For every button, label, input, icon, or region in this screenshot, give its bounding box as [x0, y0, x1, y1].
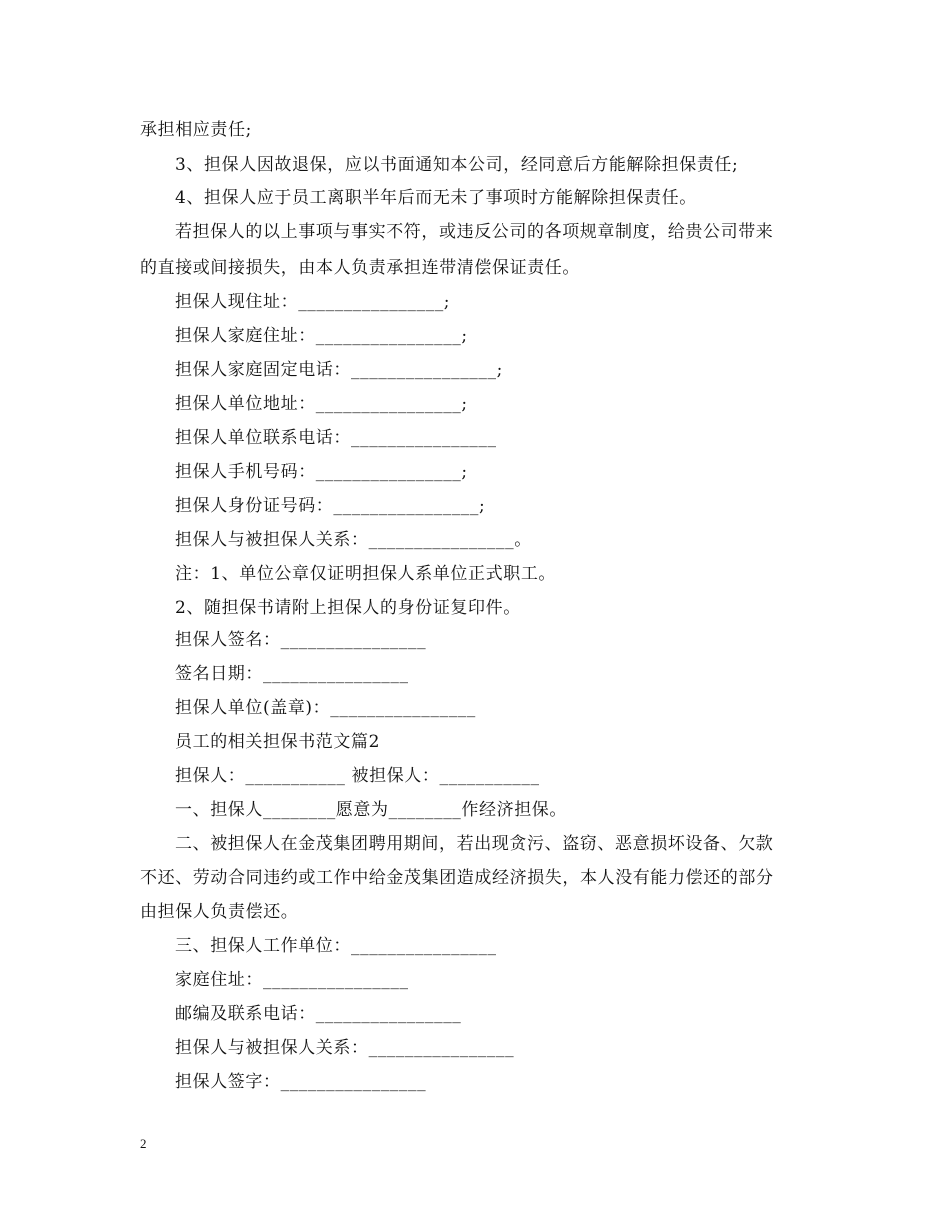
text-line: 的直接或间接损失，由本人负责承担连带清偿保证责任。: [140, 258, 580, 278]
text-line: 担保人单位地址：________________;: [175, 394, 468, 414]
text-line: 担保人与被担保人关系：________________: [175, 1038, 515, 1058]
text-line: 3、担保人因故退保，应以书面通知本公司，经同意后方能解除担保责任;: [175, 155, 739, 175]
text-line: 由担保人负责偿还。: [140, 902, 299, 922]
text-line: 家庭住址：________________: [175, 970, 409, 990]
text-line: 注：1、单位公章仅证明担保人系单位正式职工。: [175, 564, 557, 584]
text-line: 三、担保人工作单位：________________: [175, 936, 497, 956]
text-line: 邮编及联系电话：________________: [175, 1004, 462, 1024]
text-line: 二、被担保人在金茂集团聘用期间，若出现贪污、盗窃、恶意损坏设备、欠款: [175, 834, 774, 854]
text-line: 担保人家庭住址：________________;: [175, 326, 468, 346]
text-line: 担保人手机号码：________________;: [175, 462, 468, 482]
text-line: 一、担保人________愿意为________作经济担保。: [175, 800, 567, 820]
text-line: 担保人单位联系电话：________________: [175, 428, 497, 448]
text-line: 不还、劳动合同违约或工作中给金茂集团造成经济损失，本人没有能力偿还的部分: [140, 868, 774, 888]
text-line: 签名日期：________________: [175, 664, 409, 684]
text-line: 4、担保人应于员工离职半年后而无未了事项时方能解除担保责任。: [175, 188, 697, 208]
text-line: 担保人现住址：________________;: [175, 292, 451, 312]
text-line: 担保人与被担保人关系：________________。: [175, 530, 532, 550]
text-line: 担保人家庭固定电话：________________;: [175, 360, 503, 380]
text-line: 担保人身份证号码：________________;: [175, 496, 486, 516]
text-line: 担保人单位(盖章)：________________: [175, 698, 476, 718]
text-line: 若担保人的以上事项与事实不符，或违反公司的各项规章制度，给贵公司带来: [175, 222, 774, 242]
text-line: 担保人：___________ 被担保人：___________: [175, 766, 540, 786]
page-number: 2: [140, 1136, 147, 1151]
text-line: 担保人签字：________________: [175, 1072, 427, 1092]
text-line: 2、随担保书请附上担保人的身份证复印件。: [175, 598, 521, 618]
text-line: 担保人签名：________________: [175, 630, 427, 650]
text-line: 承担相应责任;: [140, 120, 252, 140]
section-heading: 员工的相关担保书范文篇2: [175, 732, 381, 752]
